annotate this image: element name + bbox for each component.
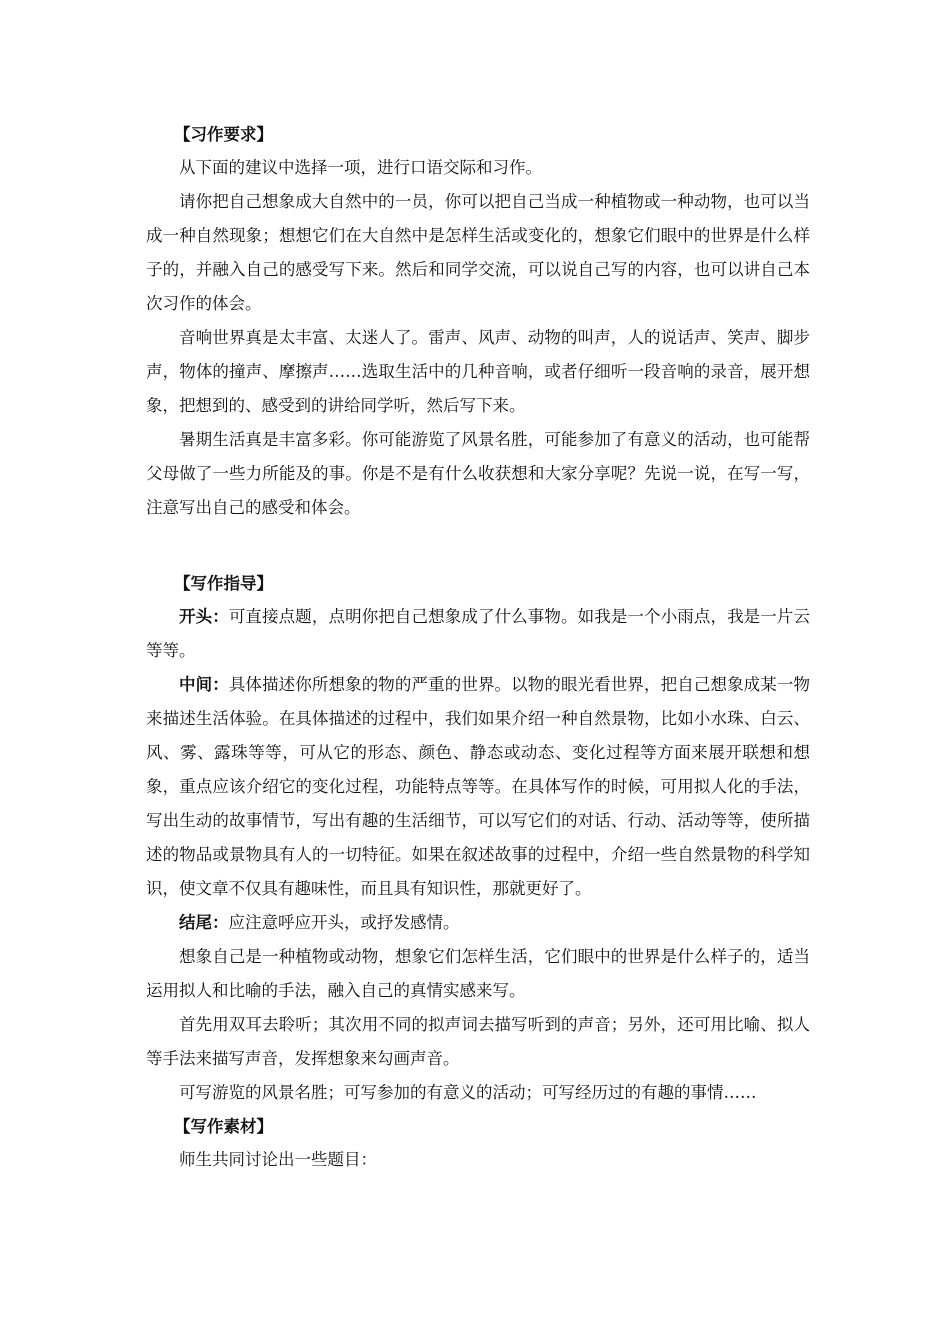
paragraph: 首先用双耳去聆听；其次用不同的拟声词去描写听到的声音；另外，还可用比喻、拟人等手法来描写声音，发挥想象来勾画声音。 [146,1015,810,1068]
section-heading-guidance: 【写作指导】 [174,574,273,593]
ending-paragraph [146,906,810,940]
ending-label: 结尾： [179,913,229,932]
opening-text: 可直接点题，点明你把自己想象成了什么事物。如我是一个小雨点，我是一片云等等。 [146,607,811,660]
paragraph: 从下面的建议中选择一项，进行口语交际和习作。 [179,158,542,177]
opening-paragraph [146,600,810,668]
middle-paragraph [146,668,810,906]
paragraph: 想象自己是一种植物或动物，想象它们怎样生活，它们眼中的世界是什么样子的，适当运用拟人和比喻的手法，融入自己的真情实感来写。 [146,947,810,1000]
section-spacer [146,525,810,567]
middle-text: 具体描述你所想象的物的严重的世界。以物的眼光看世界，把自己想象成某一物来描述生活体验。在具体描述的过程中，我们如果介绍一种自然景物，比如小水珠、白云、风、雾、露珠等等，可从它的形态、颜色、静态或动态、变化过程等方面来展开联想和想象，重点应该介绍它的变化过程，功能特点等等。在具体写作的时候，可用拟人化的手法，写出生动的故事情节，写出有趣的生活细节，可以写它们的对话、行动、活动等等，使所描述的物品或景物具有人的一切特征。如果在叙述故事的过程中，介绍一些自然景物的科学知识，使文章不仅具有趣味性，而且具有知识性，那就更好了。 [146,675,811,898]
paragraph: 暑期生活真是丰富多彩。你可能游览了风景名胜，可能参加了有意义的活动，也可能帮父母做了一些力所能及的事。你是不是有什么收获想和大家分享呢？先说一说，在写一写，注意写出自己的感受和体会。 [146,430,810,517]
section-heading-materials: 【写作素材】 [174,1117,273,1136]
middle-label: 中间： [179,675,229,694]
paragraph: 师生共同讨论出一些题目： [179,1150,377,1169]
opening-label: 开头： [179,607,229,626]
document-page [146,118,810,1177]
paragraph: 音响世界真是太丰富、太迷人了。雷声、风声、动物的叫声，人的说话声、笑声、脚步声，物体的撞声、摩擦声……选取生活中的几种音响，或者仔细听一段音响的录音，展开想象，把想到的、感受到的讲给同学听，然后写下来。 [146,328,810,415]
paragraph: 请你把自己想象成大自然中的一员，你可以把自己当成一种植物或一种动物，也可以当成一种自然现象；想想它们在大自然中是怎样生活或变化的，想象它们眼中的世界是什么样子的，并融入自己的感受写下来。然后和同学交流，可以说自己写的内容，也可以讲自己本次习作的体会。 [146,192,810,313]
ending-text: 应注意呼应开头，或抒发感情。 [228,913,460,932]
paragraph: 可写游览的风景名胜；可写参加的有意义的活动；可写经历过的有趣的事情…… [179,1083,757,1102]
section-heading-requirements: 【习作要求】 [174,125,273,144]
